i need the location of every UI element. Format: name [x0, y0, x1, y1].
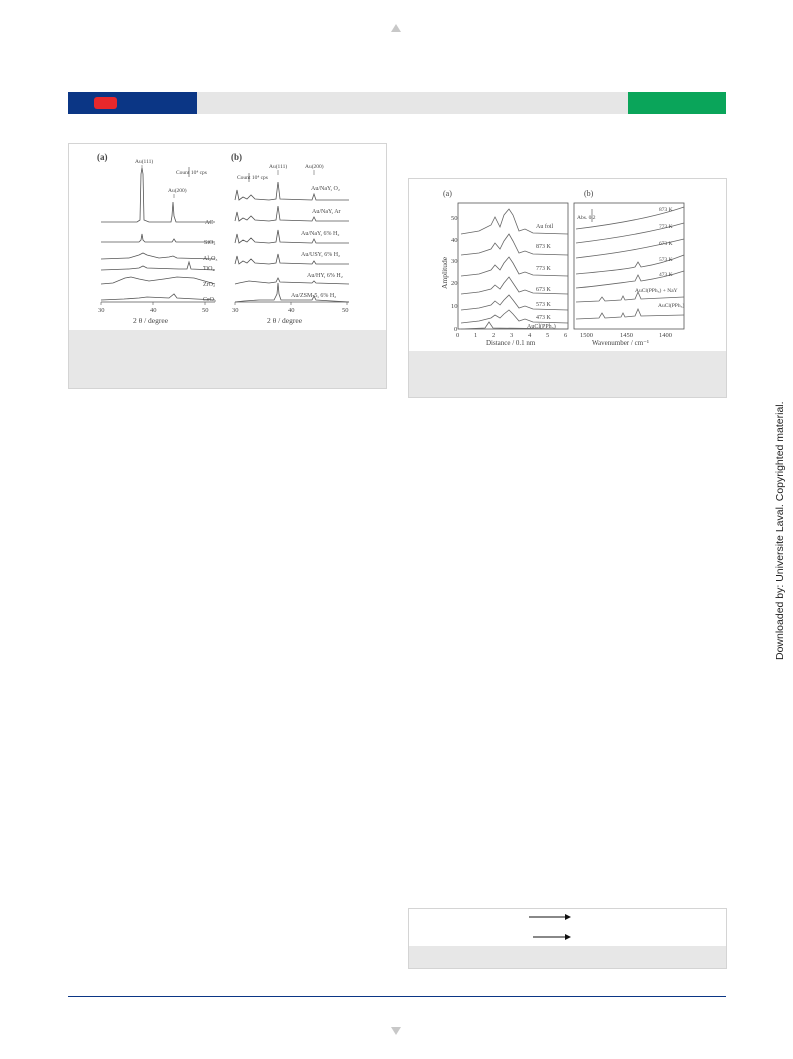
xrd-a-series: AC: [205, 220, 214, 226]
exafs-ylabel: Amplitude: [440, 256, 449, 289]
journal-logo-badge: [94, 97, 117, 109]
xrd-a-series: SiO₂: [204, 240, 216, 246]
xrd-a-xlabel: 2 θ / degree: [133, 316, 169, 325]
exafs-ytick: 0: [454, 326, 458, 333]
xrd-a-peak200: Au(200): [168, 188, 187, 194]
reaction-scheme: [408, 908, 727, 969]
scheme-caption-area: [409, 946, 726, 968]
reaction-arrows: [409, 909, 726, 946]
exafs-series: 573 K: [536, 302, 551, 308]
exafs-series: 873 K: [536, 244, 551, 250]
exafs-xtick: 6: [564, 332, 568, 339]
xrd-b-peak200: Au(200): [305, 164, 324, 170]
xrd-a-series: TiO₂: [203, 266, 215, 272]
ir-series: 573 K: [659, 257, 673, 263]
footer-rule: [68, 996, 726, 997]
exafs-series: 673 K: [536, 287, 551, 293]
scroll-up-arrow-icon[interactable]: [391, 24, 401, 32]
exafs-xtick: 1: [474, 332, 478, 339]
figure-exafs-ir: [408, 178, 727, 398]
xrd-b-xlabel: 2 θ / degree: [267, 316, 303, 325]
exafs-xtick: 0: [456, 332, 460, 339]
exafs-ytick: 20: [451, 280, 458, 287]
exafs-xtick: 4: [528, 332, 532, 339]
xrd-b-label: (b): [231, 152, 242, 162]
xrd-a-series: ZrO₂: [203, 282, 216, 288]
xrd-b-series: Au/USY, 6% H₂: [301, 252, 341, 258]
xrd-b-series: Au/NaY, 6% H₂: [301, 231, 340, 237]
xrd-b-series: Au/NaY, O₂: [311, 186, 340, 192]
xrd-b-peak111: Au(111): [269, 164, 288, 170]
exafs-xtick: 3: [510, 332, 514, 339]
exafs-xtick: 5: [546, 332, 550, 339]
xrd-chart: [69, 144, 386, 330]
xrd-a-series: CeO₂: [203, 297, 217, 303]
figure-caption-area: [409, 351, 726, 397]
xrd-a-scale: Count 10⁴ cps: [176, 170, 207, 176]
ir-scale: Abs. 0.2: [577, 215, 596, 221]
ir-series: 773 K: [659, 224, 673, 230]
xrd-b-series: Au/HY, 6% H₂: [307, 273, 343, 279]
xrd-b-scale: Count 10⁴ cps: [237, 175, 268, 181]
ir-xtick: 1450: [620, 332, 633, 339]
exafs-ir-chart: [409, 179, 726, 349]
ir-xtick: 1400: [659, 332, 672, 339]
exafs-xlabel: Distance / 0.1 nm: [486, 339, 536, 347]
exafs-series: 473 K: [536, 315, 551, 321]
exafs-series: AuCl(PPh₃): [527, 324, 556, 330]
figure-xrd: [68, 143, 387, 389]
xrd-a-peak111: Au(111): [135, 159, 154, 165]
ir-series: AuCl(PPh₃): [658, 303, 685, 309]
xrd-b-series: Au/NaY, Ar: [312, 209, 341, 215]
xrd-b-series: Au/ZSM-5, 6% H₂: [291, 293, 337, 299]
exafs-ytick: 30: [451, 258, 458, 265]
exafs-a-label: (a): [443, 189, 452, 198]
ir-b-label: (b): [584, 189, 594, 198]
exafs-series: 773 K: [536, 266, 551, 272]
xrd-a-label: (a): [97, 152, 108, 162]
ir-xtick: 1500: [580, 332, 593, 339]
xrd-b-xtick: 40: [288, 307, 295, 314]
ir-xlabel: Wavenumber / cm⁻¹: [592, 339, 649, 347]
exafs-xtick: 2: [492, 332, 496, 339]
exafs-ytick: 50: [451, 215, 458, 222]
exafs-ytick: 10: [451, 303, 458, 310]
journal-header-bar: [68, 92, 726, 114]
section-tag-block: [628, 92, 726, 114]
xrd-a-xtick: 50: [202, 307, 209, 314]
xrd-b-xtick: 50: [342, 307, 349, 314]
ir-series: 873 K: [659, 207, 673, 213]
exafs-ytick: 40: [451, 237, 458, 244]
figure-caption-area: [69, 330, 386, 388]
journal-brand-block: [68, 92, 197, 114]
ir-series: 473 K: [659, 272, 673, 278]
ir-series: AuCl(PPh₃) + NaY: [635, 288, 678, 294]
scroll-down-arrow-icon[interactable]: [391, 1027, 401, 1035]
xrd-b-xtick: 30: [232, 307, 239, 314]
xrd-a-xtick: 30: [98, 307, 105, 314]
ir-series: 673 K: [659, 241, 673, 247]
xrd-a-xtick: 40: [150, 307, 157, 314]
download-notice: Downloaded by: Universite Laval. Copyrighted material.: [774, 401, 786, 660]
xrd-a-series: Al₂O₃: [203, 256, 218, 262]
exafs-series: Au foil: [536, 224, 554, 230]
